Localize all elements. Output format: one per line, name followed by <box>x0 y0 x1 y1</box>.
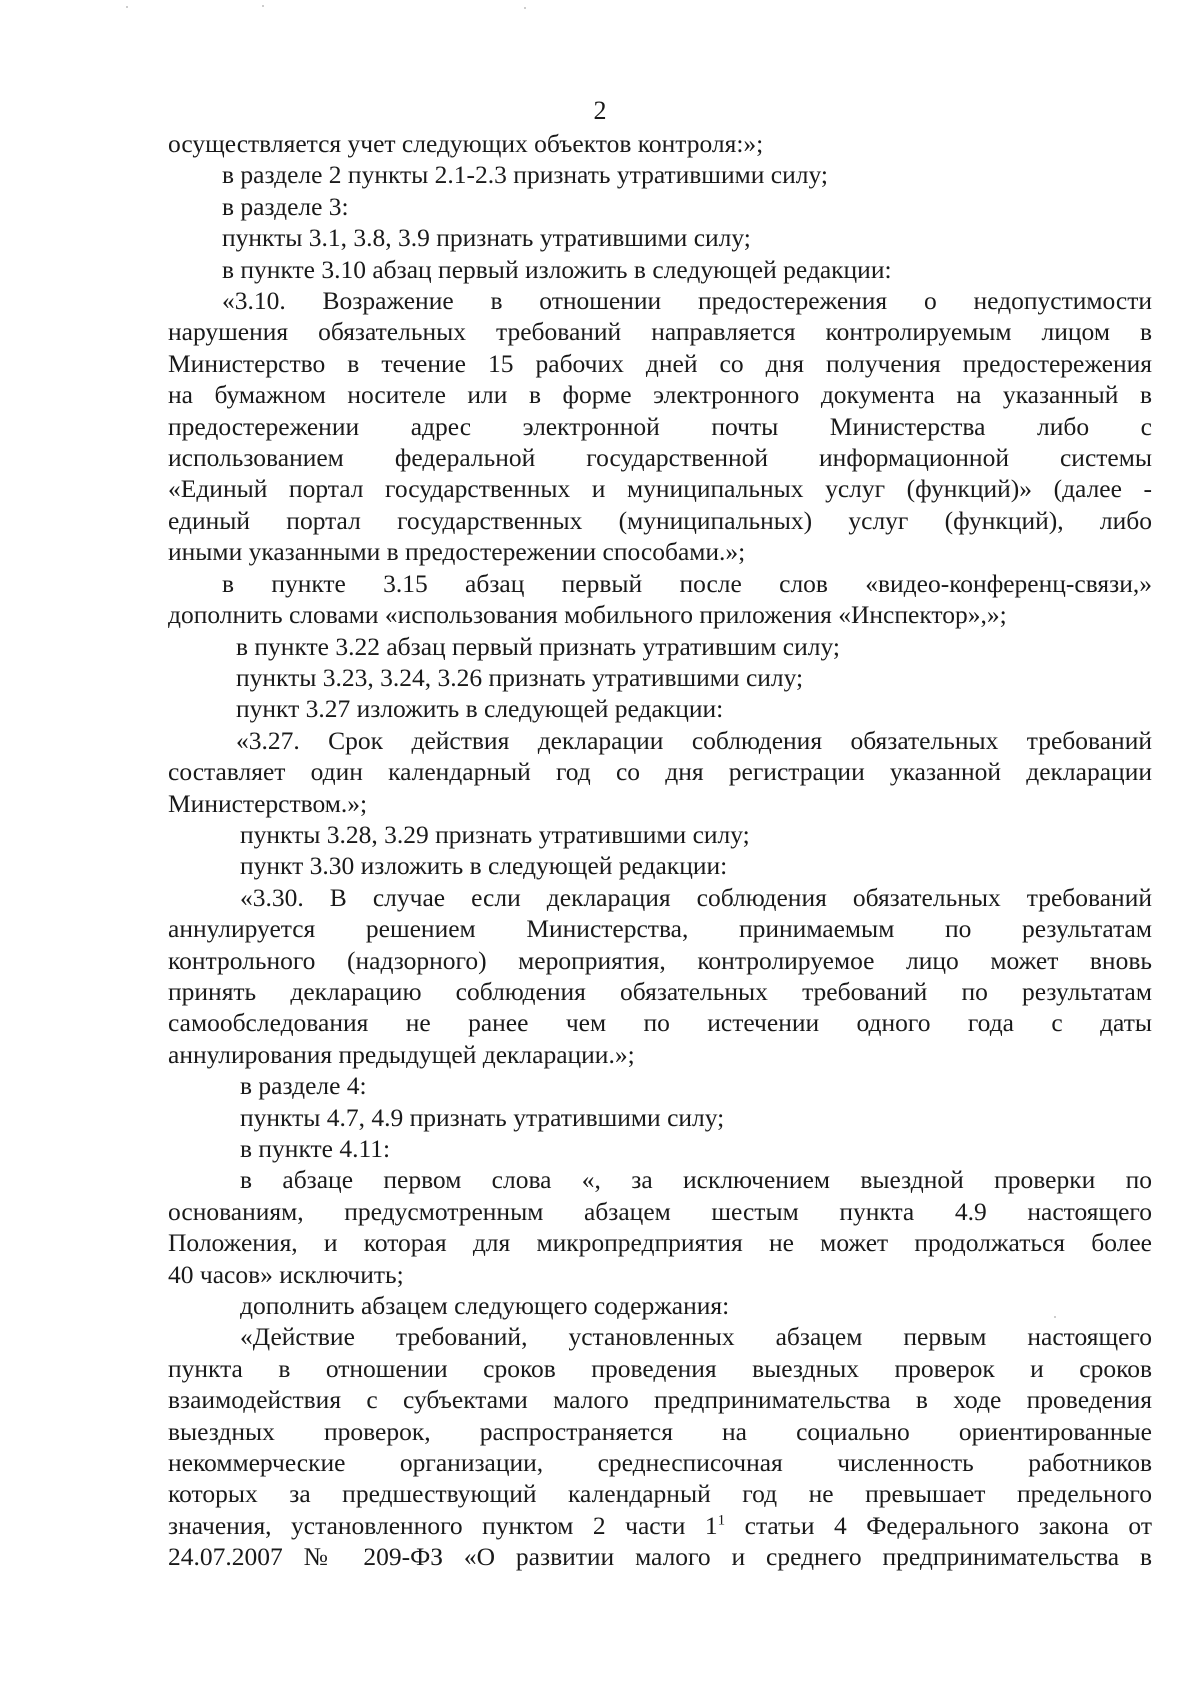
text-line: «3.10. Возражение в отношении предостережения о недопустимости <box>222 286 1152 316</box>
paragraph: пункты 4.7, 4.9 признать утратившими силу; <box>240 1102 725 1132</box>
text-line: «Действие требований, установленных абзацем первым настоящего <box>240 1322 1152 1352</box>
text-line: пункта в отношении сроков проведения выездных проверок и сроков <box>168 1353 1152 1383</box>
scan-artifact <box>126 6 128 8</box>
paragraph-quote-3-30 <box>168 882 1152 1070</box>
text-line: самообследования не ранее чем по истечении одного года с даты <box>168 1008 1152 1038</box>
paragraph: в пункте 3.22 абзац первый признать утратившим силу; <box>236 631 840 661</box>
text-line: «3.30. В случае если декларация соблюдения обязательных требований <box>240 882 1152 912</box>
text-line: 24.07.2007 № 209-ФЗ «О развитии малого и среднего предпринимательства в <box>168 1542 1152 1572</box>
scan-artifact <box>262 5 264 7</box>
text-fragment: значения, установленного пунктом 2 части 1 <box>168 1510 718 1540</box>
paragraph-3-15 <box>168 568 1152 631</box>
text-line: иными указанными в предостережении способами.»; <box>168 537 746 567</box>
text-line: 40 часов» исключить; <box>168 1259 404 1289</box>
paragraph: в пункте 3.10 абзац первый изложить в следующей редакции: <box>222 254 892 284</box>
paragraph: пункт 3.27 изложить в следующей редакции: <box>236 694 724 724</box>
text-line: на бумажном носителе или в форме электронного документа на указанный в <box>168 380 1152 410</box>
text-line: Министерством.»; <box>168 788 368 818</box>
text-line: принять декларацию соблюдения обязательных требований по результатам <box>168 976 1152 1006</box>
text-line: основаниям, предусмотренным абзацем шестым пункта 4.9 настоящего <box>168 1196 1152 1226</box>
paragraph: пункты 3.28, 3.29 признать утратившими силу; <box>240 819 750 849</box>
paragraph: пункты 3.23, 3.24, 3.26 признать утратившими силу; <box>236 662 804 692</box>
text-line: в абзаце первом слова «, за исключением выездной проверки по <box>240 1165 1152 1195</box>
text-line: Положения, и которая для микропредприятия не может продолжаться более <box>168 1228 1152 1258</box>
paragraph: пункт 3.30 изложить в следующей редакции: <box>240 851 728 881</box>
text-line: «3.27. Срок действия декларации соблюдения обязательных требований <box>236 725 1152 755</box>
text-line: единый портал государственных (муниципальных) услуг (функций), либо <box>168 505 1152 535</box>
paragraph-quote-3-10 <box>168 285 1152 568</box>
superscript: 1 <box>717 1512 726 1529</box>
text-line: использованием федеральной государственной информационной системы <box>168 443 1152 473</box>
text-line: взаимодействия с субъектами малого предпринимательства в ходе проведения <box>168 1385 1152 1415</box>
document-body <box>168 128 1152 1573</box>
paragraph: в разделе 3: <box>222 191 349 221</box>
text-line: аннулируется решением Министерства, принимаемым по результатам <box>168 914 1152 944</box>
scan-artifact <box>524 7 526 9</box>
text-line: предостережении адрес электронной почты Министерства либо с <box>168 411 1152 441</box>
text-line: нарушения обязательных требований направляется контролируемым лицом в <box>168 317 1152 347</box>
paragraph: дополнить абзацем следующего содержания: <box>240 1291 730 1321</box>
text-line: дополнить словами «использования мобильного приложения «Инспектор»,»; <box>168 600 1007 630</box>
paragraph-quote-3-27 <box>168 725 1152 819</box>
paragraph: в пункте 4.11: <box>240 1134 391 1163</box>
text-line: Министерство в течение 15 рабочих дней со дня получения предостережения <box>168 348 1152 378</box>
text-line <box>168 1510 1152 1541</box>
paragraph: в разделе 4: <box>240 1071 367 1101</box>
text-line: аннулирования предыдущей декларации.»; <box>168 1039 635 1069</box>
paragraph: пункты 3.1, 3.8, 3.9 признать утратившими силу; <box>222 223 751 253</box>
text-line: выездных проверок, распространяется на социально ориентированные <box>168 1416 1152 1446</box>
paragraph-quote-new <box>168 1321 1152 1572</box>
text-fragment: статьи 4 Федерального закона от <box>725 1510 1152 1540</box>
paragraph: в разделе 2 пункты 2.1-2.3 признать утратившими силу; <box>222 160 828 190</box>
text-line: составляет один календарный год со дня регистрации указанной декларации <box>168 757 1152 787</box>
text-line: в пункте 3.15 абзац первый после слов «видео-конференц-связи,» <box>222 568 1152 598</box>
text-line: некоммерческие организации, среднесписочная численность работников <box>168 1448 1152 1478</box>
page-number: 2 <box>593 96 607 125</box>
text-line: которых за предшествующий календарный год не превышает предельного <box>168 1479 1152 1509</box>
text-line: контрольного (надзорного) мероприятия, контролируемое лицо может вновь <box>168 945 1152 975</box>
paragraph-4-11-first <box>168 1164 1152 1290</box>
paragraph: осуществляется учет следующих объектов контроля:»; <box>168 129 764 158</box>
text-line: «Единый портал государственных и муниципальных услуг (функций)» (далее - <box>168 474 1152 504</box>
